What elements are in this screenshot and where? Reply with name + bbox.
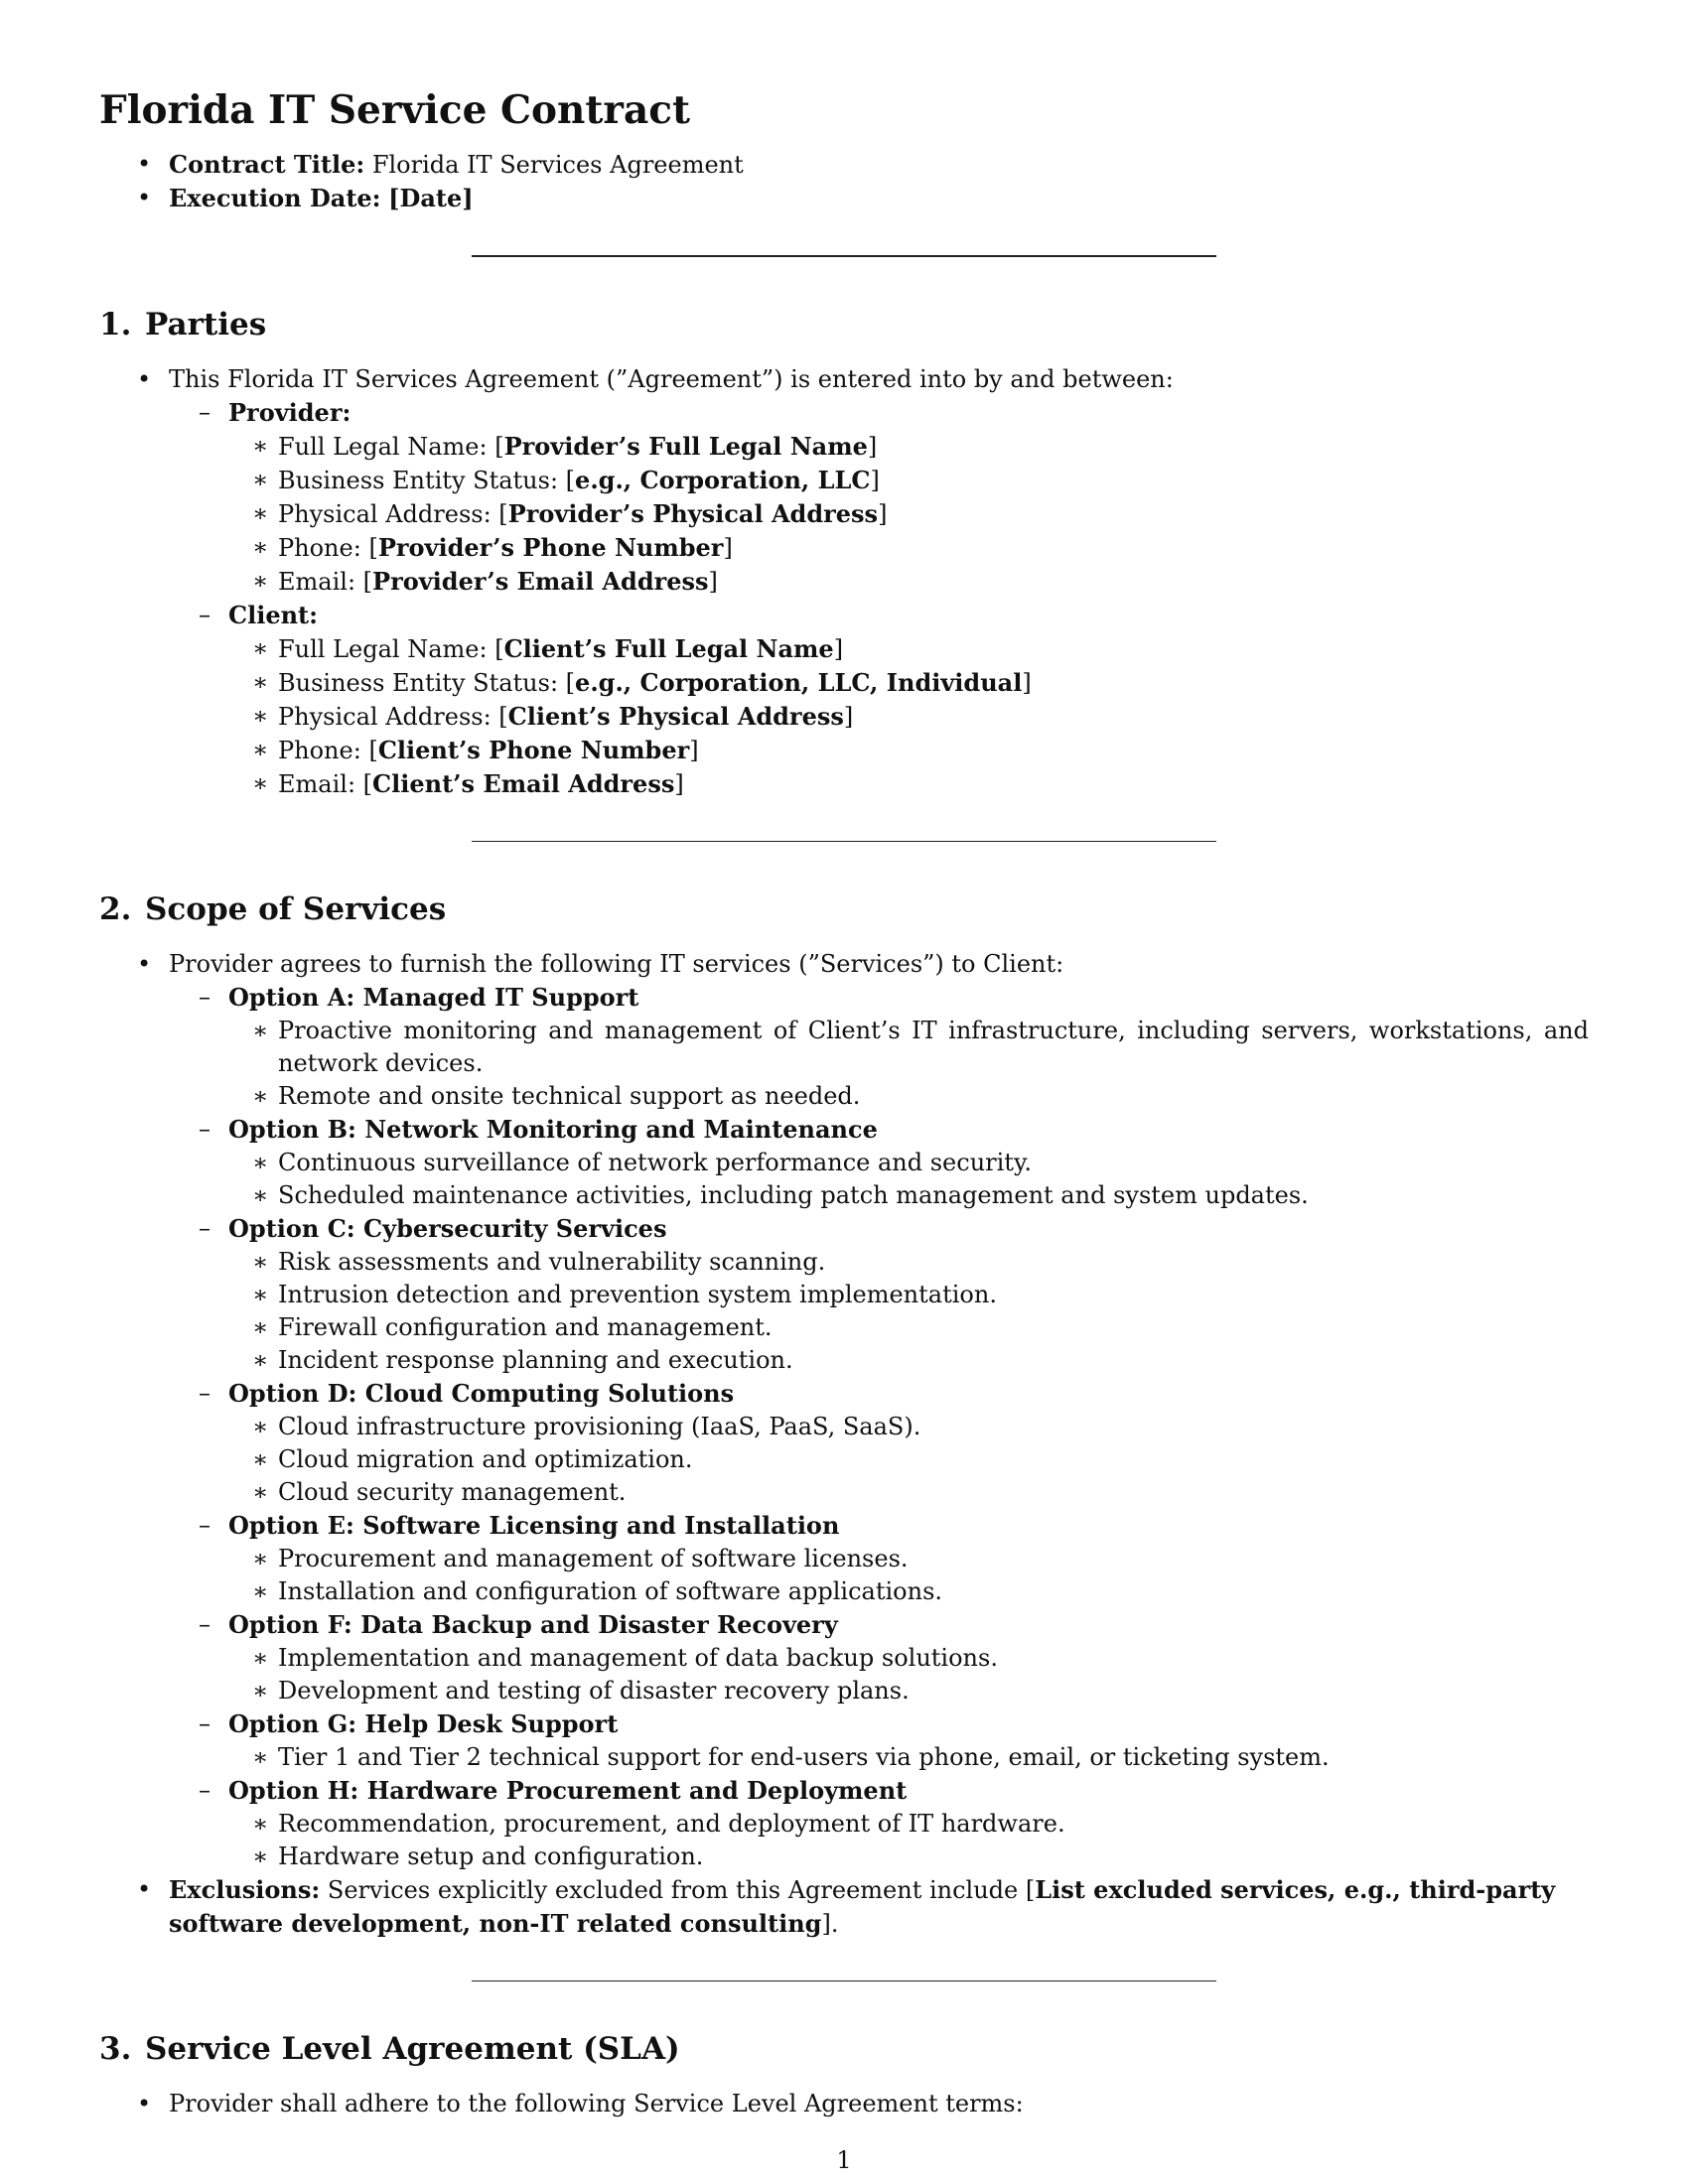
parties-intro-item (99, 363, 1589, 801)
provider-fields (228, 430, 1589, 599)
option-item: ∗ Cloud migration and optimization. (228, 1443, 1589, 1476)
page-number: 1 (836, 2146, 852, 2174)
option-item: ∗ Continuous surveillance of network performance and security. (228, 1147, 1589, 1179)
scope-intro-item (99, 948, 1589, 1873)
option-items (228, 1147, 1589, 1212)
option-title: Option E: Software Licensing and Installation (228, 1511, 840, 1541)
contract-title-label: Contract Title: (169, 149, 365, 179)
option-item: ∗ Recommendation, procurement, and deployment of IT hardware. (228, 1808, 1589, 1841)
exclusions-label: Exclusions: (169, 1875, 321, 1905)
service-options (169, 981, 1589, 1873)
option-title: Option B: Network Monitoring and Maintenance (228, 1115, 878, 1145)
section-number: 2. (99, 890, 132, 927)
provider-field: ∗ Business Entity Status: [e.g., Corporation, LLC] (228, 464, 1589, 497)
field-label: Business Entity Status: (278, 466, 559, 494)
option-item: ∗ Intrusion detection and prevention system implementation. (228, 1279, 1589, 1311)
option-items (228, 1246, 1589, 1377)
scope-intro: Provider agrees to furnish the following IT services (”Services”) to Client: (169, 950, 1064, 979)
field-label: Business Entity Status: (278, 668, 559, 697)
option-item: ∗ Scheduled maintenance activities, including patch management and system updates. (228, 1179, 1589, 1212)
section-heading-scope (99, 891, 1589, 928)
field-placeholder: Provider’s Email Address (372, 566, 709, 596)
field-placeholder: e.g., Corporation, LLC (575, 465, 871, 494)
option-item: ∗ Hardware setup and configuration. (228, 1841, 1589, 1873)
option-items (228, 1808, 1589, 1873)
option-item: ∗ Implementation and management of data backup solutions. (228, 1642, 1589, 1675)
client-field: ∗ Phone: [Client’s Phone Number] (228, 734, 1589, 767)
option-title: Option G: Help Desk Support (228, 1709, 619, 1739)
section-title: Scope of Services (145, 890, 447, 927)
exclusions-text: Services explicitly excluded from this Agreement include (327, 1876, 1019, 1905)
provider-field: ∗ Phone: [Provider’s Phone Number] (228, 531, 1589, 565)
contract-title-item (99, 148, 1589, 182)
provider-field: ∗ Physical Address: [Provider’s Physical Address] (228, 497, 1589, 531)
service-option (169, 1608, 1589, 1707)
option-title: Option D: Cloud Computing Solutions (228, 1379, 735, 1409)
execution-date-label: Execution Date: (169, 183, 381, 212)
execution-date-value: [Date] (388, 183, 474, 212)
client-field: ∗ Full Legal Name: [Client’s Full Legal Name] (228, 632, 1589, 666)
client-field: ∗ Business Entity Status: [e.g., Corporation, LLC, Individual] (228, 666, 1589, 700)
service-option (169, 1707, 1589, 1774)
parties-list (99, 363, 1589, 801)
option-item: ∗ Procurement and management of software licenses. (228, 1543, 1589, 1575)
contract-meta-list (99, 148, 1589, 215)
field-label: Full Legal Name: (278, 432, 488, 461)
service-option (169, 1113, 1589, 1212)
option-items (228, 1642, 1589, 1707)
option-item: ∗ Incident response planning and execution. (228, 1344, 1589, 1377)
section-divider (472, 841, 1216, 842)
sla-intro: • Provider shall adhere to the following Service Level Agreement terms: (99, 2088, 1589, 2120)
option-title: Option H: Hardware Procurement and Deployment (228, 1776, 908, 1806)
option-item: ∗ Firewall configuration and management. (228, 1311, 1589, 1344)
service-option (169, 981, 1589, 1113)
field-label: Phone: (278, 533, 361, 562)
service-option (169, 1509, 1589, 1608)
client-field: ∗ Physical Address: [Client’s Physical Address] (228, 700, 1589, 734)
exclusions-item: • Exclusions: Services explicitly excluded from this Agreement include [List excluded services, e.g., third-party software development, non-IT related consulting]. (99, 1873, 1589, 1941)
option-item: ∗ Risk assessments and vulnerability scanning. (228, 1246, 1589, 1279)
party-list (169, 396, 1589, 801)
client-label: Client: (228, 600, 318, 629)
service-option (169, 1377, 1589, 1509)
field-placeholder: Client’s Phone Number (377, 735, 690, 764)
section-title: Service Level Agreement (SLA) (145, 2031, 680, 2068)
contract-title-value: Florida IT Services Agreement (371, 150, 744, 179)
execution-date-item (99, 182, 1589, 215)
field-placeholder: Client’s Email Address (372, 768, 675, 798)
option-items (228, 1015, 1589, 1113)
section-heading-sla (99, 2031, 1589, 2068)
option-item: ∗ Cloud infrastructure provisioning (IaaS, PaaS, SaaS). (228, 1411, 1589, 1443)
option-items (228, 1741, 1589, 1774)
provider-field: ∗ Email: [Provider’s Email Address] (228, 565, 1589, 599)
client-field: ∗ Email: [Client’s Email Address] (228, 767, 1589, 801)
section-divider (472, 255, 1216, 257)
option-item: ∗ Development and testing of disaster recovery plans. (228, 1675, 1589, 1707)
service-option (169, 1774, 1589, 1873)
option-title: Option C: Cybersecurity Services (228, 1214, 667, 1244)
parties-intro: This Florida IT Services Agreement (”Agreement”) is entered into by and between: (169, 364, 1174, 393)
option-items (228, 1411, 1589, 1509)
party-client (169, 599, 1589, 801)
field-label: Phone: (278, 736, 361, 764)
sla-list (99, 2088, 1589, 2120)
section-title: Parties (145, 306, 267, 342)
field-placeholder: Provider’s Phone Number (377, 532, 724, 562)
service-option (169, 1212, 1589, 1377)
field-placeholder: e.g., Corporation, LLC, Individual (575, 667, 1023, 697)
option-item: ∗ Proactive monitoring and management of Client’s IT infrastructure, including servers, workstations, and network devices. (228, 1015, 1589, 1080)
field-placeholder: Provider’s Full Legal Name (503, 431, 868, 461)
field-label: Email: (278, 769, 356, 798)
section-divider (472, 1980, 1216, 1981)
party-provider (169, 396, 1589, 599)
field-label: Full Legal Name: (278, 634, 488, 663)
option-item: ∗ Cloud security management. (228, 1476, 1589, 1509)
exclusions-placeholder: List excluded services, e.g., third-party software development, non-IT related consulting (169, 1875, 1556, 1939)
option-item: ∗ Tier 1 and Tier 2 technical support for end-users via phone, email, or ticketing system. (228, 1741, 1589, 1774)
option-items (228, 1543, 1589, 1608)
field-placeholder: Client’s Full Legal Name (503, 633, 834, 663)
section-number: 3. (99, 2031, 132, 2068)
field-label: Physical Address: (278, 499, 492, 528)
provider-field: ∗ Full Legal Name: [Provider’s Full Legal Name] (228, 430, 1589, 464)
field-label: Email: (278, 567, 356, 596)
client-fields (228, 632, 1589, 801)
section-number: 1. (99, 306, 132, 342)
scope-list (99, 948, 1589, 1941)
provider-label: Provider: (228, 397, 352, 427)
field-placeholder: Client’s Physical Address (507, 701, 844, 731)
document-page (99, 87, 1589, 2120)
document-title: Florida IT Service Contract (99, 87, 690, 133)
option-title: Option A: Managed IT Support (228, 983, 639, 1013)
option-item: ∗ Installation and configuration of software applications. (228, 1575, 1589, 1608)
option-item: ∗ Remote and onsite technical support as needed. (228, 1080, 1589, 1113)
field-label: Physical Address: (278, 702, 492, 731)
field-placeholder: Provider’s Physical Address (507, 498, 879, 528)
section-heading-parties (99, 307, 1589, 343)
option-title: Option F: Data Backup and Disaster Recovery (228, 1610, 838, 1640)
